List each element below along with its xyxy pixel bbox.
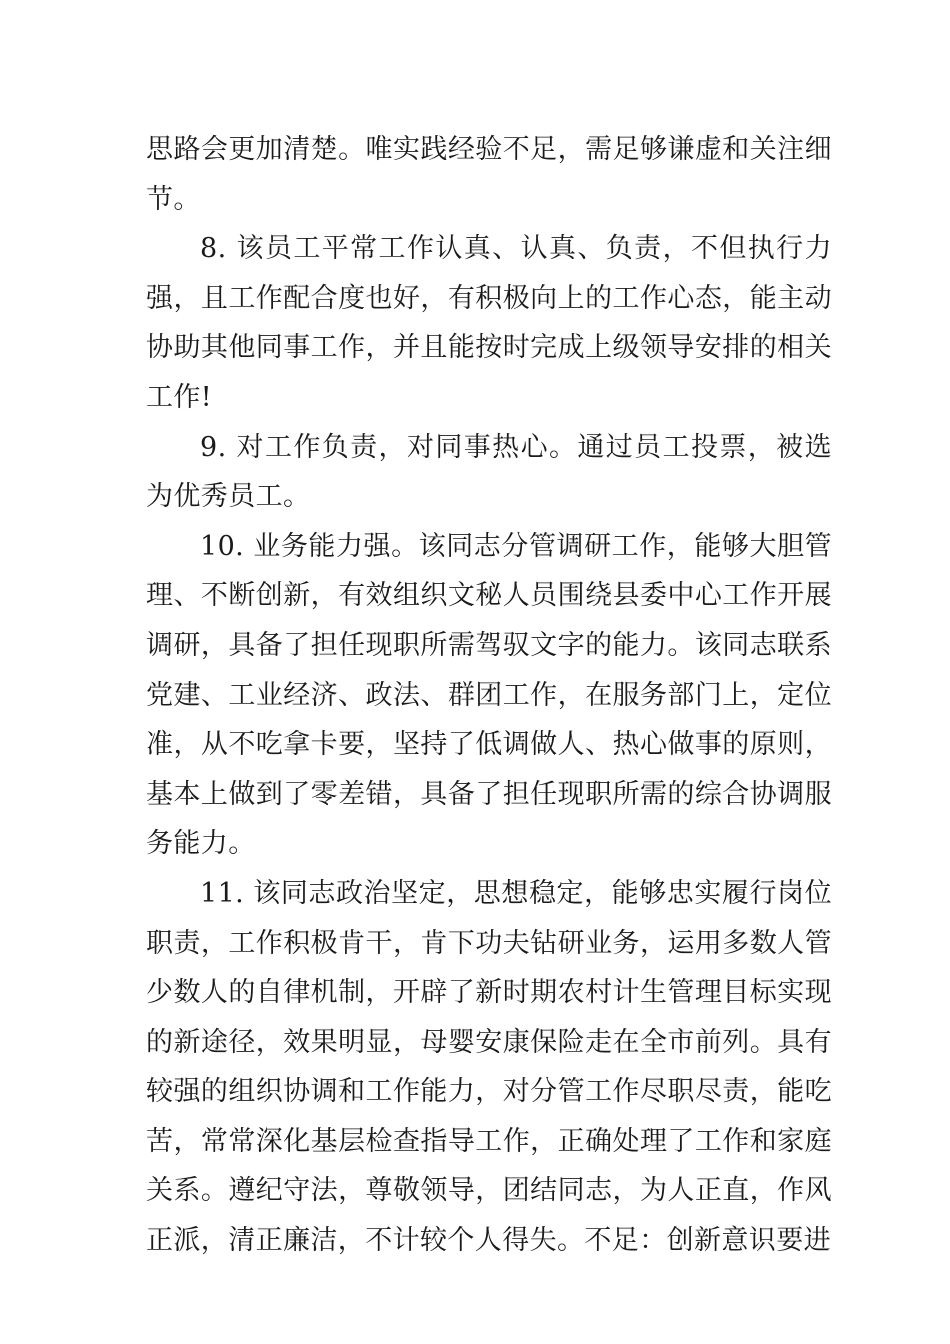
paragraph-continuation: 思路会更加清楚。唯实践经验不足，需足够谦虚和关注细节。 bbox=[146, 134, 832, 215]
paragraph-item-10: 10. 业务能力强。该同志分管调研工作，能够大胆管理、不断创新，有效组织文秘人员围绕县委中心工作开展调研，具备了担任现职所需驾驭文字的能力。该同志联系党建、工业经济、政法、群团工作，在服务部门上，定位准，从不吃拿卡要，坚持了低调做人、热心做事的原则，基本上做到了零差错，具备了担任现职所需的综合协调服务能力。 bbox=[146, 530, 832, 860]
document-body bbox=[146, 125, 832, 1266]
paragraph-item-8: 8. 该员工平常工作认真、认真、负责，不但执行力强，且工作配合度也好，有积极向上的工作心态，能主动协助其他同事工作，并且能按时完成上级领导安排的相关工作! bbox=[146, 233, 832, 413]
paragraph-item-11: 11. 该同志政治坚定，思想稳定，能够忠实履行岗位职责，工作积极肯干，肯下功夫钻研业务，运用多数人管少数人的自律机制，开辟了新时期农村计生管理目标实现的新途径，效果明显，母婴安康保险走在全市前列。具有较强的组织协调和工作能力，对分管工作尽职尽责，能吃苦，常常深化基层检查指导工作，正确处理了工作和家庭关系。遵纪守法，尊敬领导，团结同志，为人正直，作风正派，清正廉洁，不计较个人得失。不足：创新意识要进 bbox=[146, 877, 832, 1257]
paragraph-item-9: 9. 对工作负责，对同事热心。通过员工投票，被选为优秀员工。 bbox=[146, 431, 832, 513]
